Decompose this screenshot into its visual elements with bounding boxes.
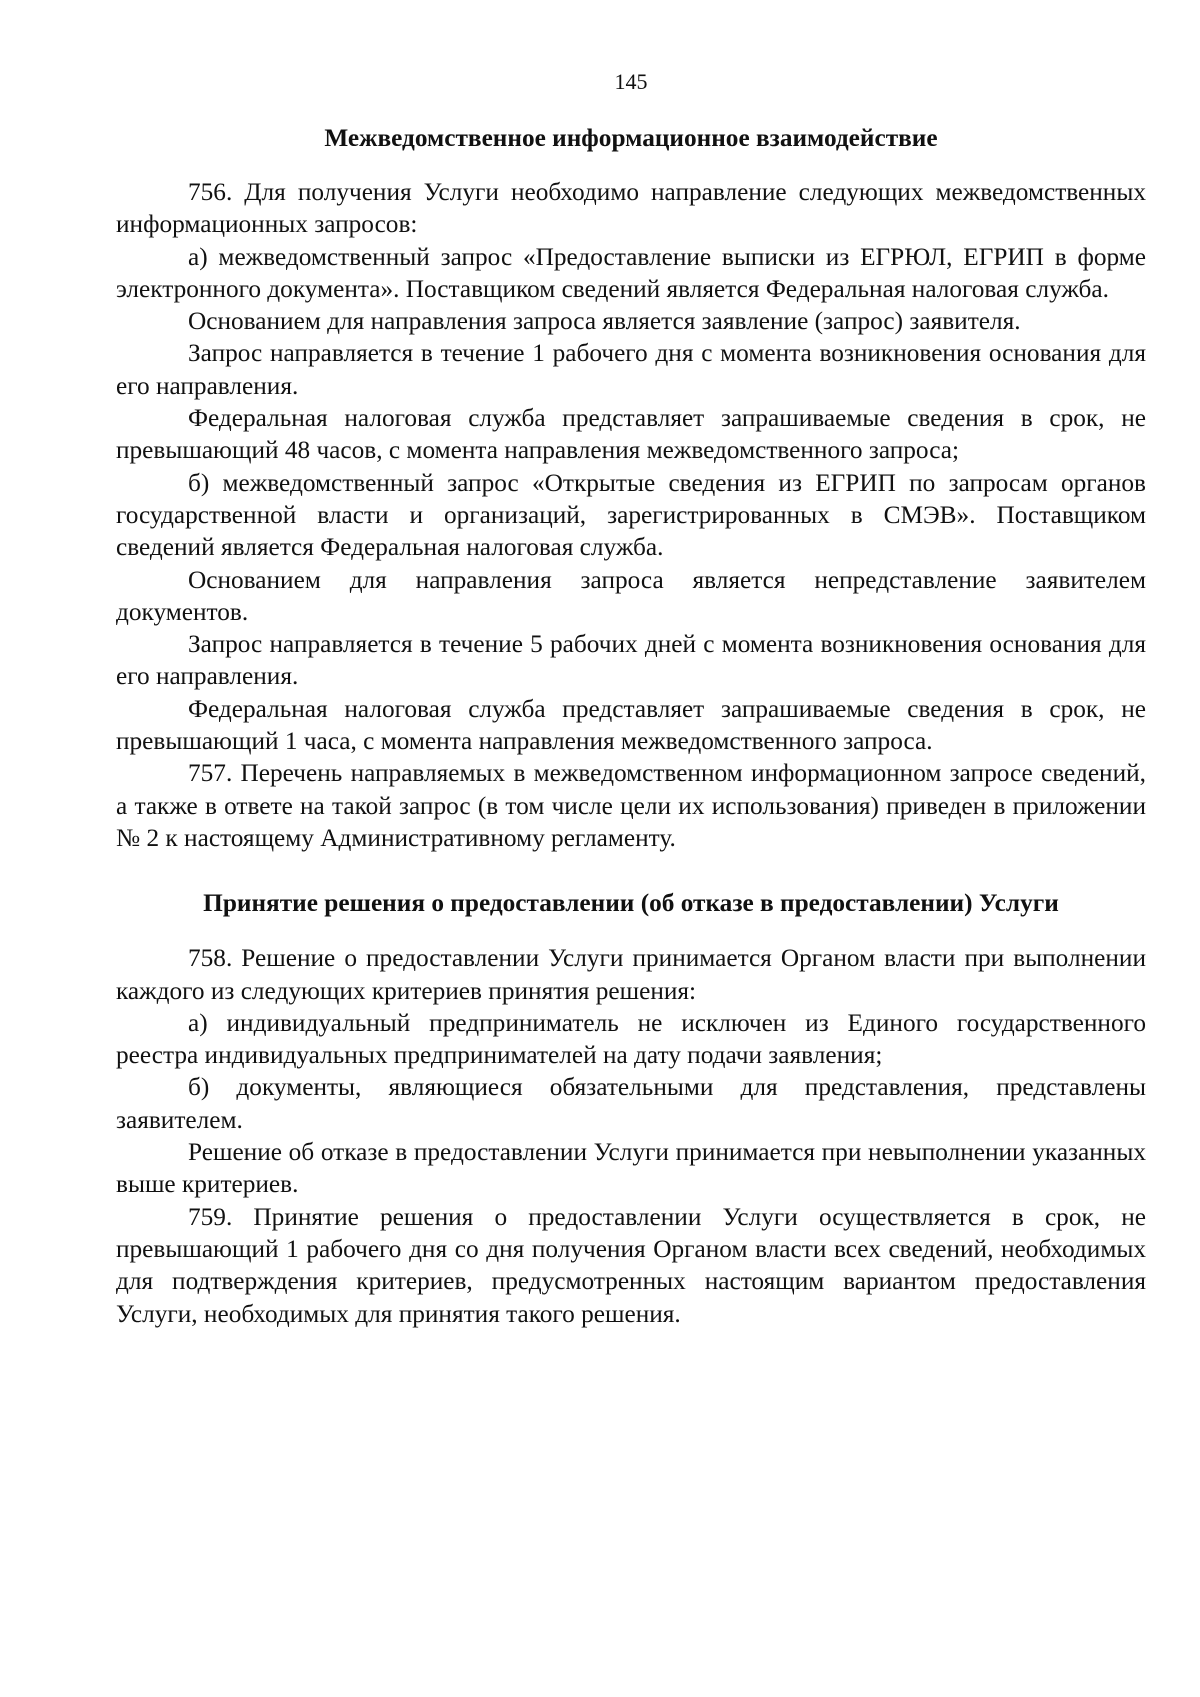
paragraph-757: 757. Перечень направляемых в межведомственном информационном запросе сведений, а также в ответе на такой запрос (в том числе цели их использования) приведен в приложении № 2 к настоящему Административному регламенту. <box>116 759 1146 852</box>
paragraph-text: Запрос направляется в течение 1 рабочего дня с момента возникновения основания для его направления. <box>116 339 1146 400</box>
paragraph-text: Основанием для направления запроса является непредставление заявителем документов. <box>116 565 1146 626</box>
section-heading-decision: Принятие решения о предоставлении (об отказе в предоставлении) Услуги <box>203 889 1059 918</box>
paragraph-text: Запрос направляется в течение 5 рабочих дней с момента возникновения основания для его направления. <box>116 630 1146 691</box>
paragraph-756: 756. Для получения Услуги необходимо направление следующих межведомственных информационных запросов: <box>116 178 1146 239</box>
paragraph-text: Основанием для направления запроса является заявление (запрос) заявителя. <box>188 307 1021 336</box>
paragraph-text: Решение об отказе в предоставлении Услуги принимается при невыполнении указанных выше критериев. <box>116 1138 1146 1199</box>
paragraph-758-a: а) индивидуальный предприниматель не исключен из Единого государственного реестра индивидуальных предпринимателей на дату подачи заявления; <box>116 1008 1146 1070</box>
paragraph-756-b: б) межведомственный запрос «Открытые сведения из ЕГРИП по запросам органов государственной власти и организаций, зарегистрированных в СМЭВ». Поставщиком сведений является Федеральная налоговая служба. <box>116 468 1146 562</box>
paragraph-758-b: б) документы, являющиеся обязательными для представления, представлены заявителем. <box>116 1073 1146 1134</box>
page-number: 145 <box>614 69 648 94</box>
page-content <box>116 122 1146 1330</box>
paragraph-758: 758. Решение о предоставлении Услуги принимается Органом власти при выполнении каждого из следующих критериев принятия решения: <box>116 944 1146 1005</box>
paragraph-text: Федеральная налоговая служба представляет запрашиваемые сведения в срок, не превышающий 1 часа, с момента направления межведомственного запроса. <box>116 694 1146 756</box>
paragraph-759: 759. Принятие решения о предоставлении Услуги осуществляется в срок, не превышающий 1 рабочего дня со дня получения Органом власти всех сведений, необходимых для подтверждения критериев, предусмотренных настоящим вариантом предоставления Услуги, необходимых для принятия такого решения. <box>116 1202 1146 1328</box>
paragraph-756-a: а) межведомственный запрос «Предоставление выписки из ЕГРЮЛ, ЕГРИП в форме электронного документа». Поставщиком сведений является Федеральная налоговая служба. <box>116 242 1146 303</box>
section-heading-interagency: Межведомственное информационное взаимодействие <box>324 124 938 152</box>
paragraph-text: Федеральная налоговая служба представляет запрашиваемые сведения в срок, не превышающий 48 часов, с момента направления межведомственного запроса; <box>116 404 1146 465</box>
